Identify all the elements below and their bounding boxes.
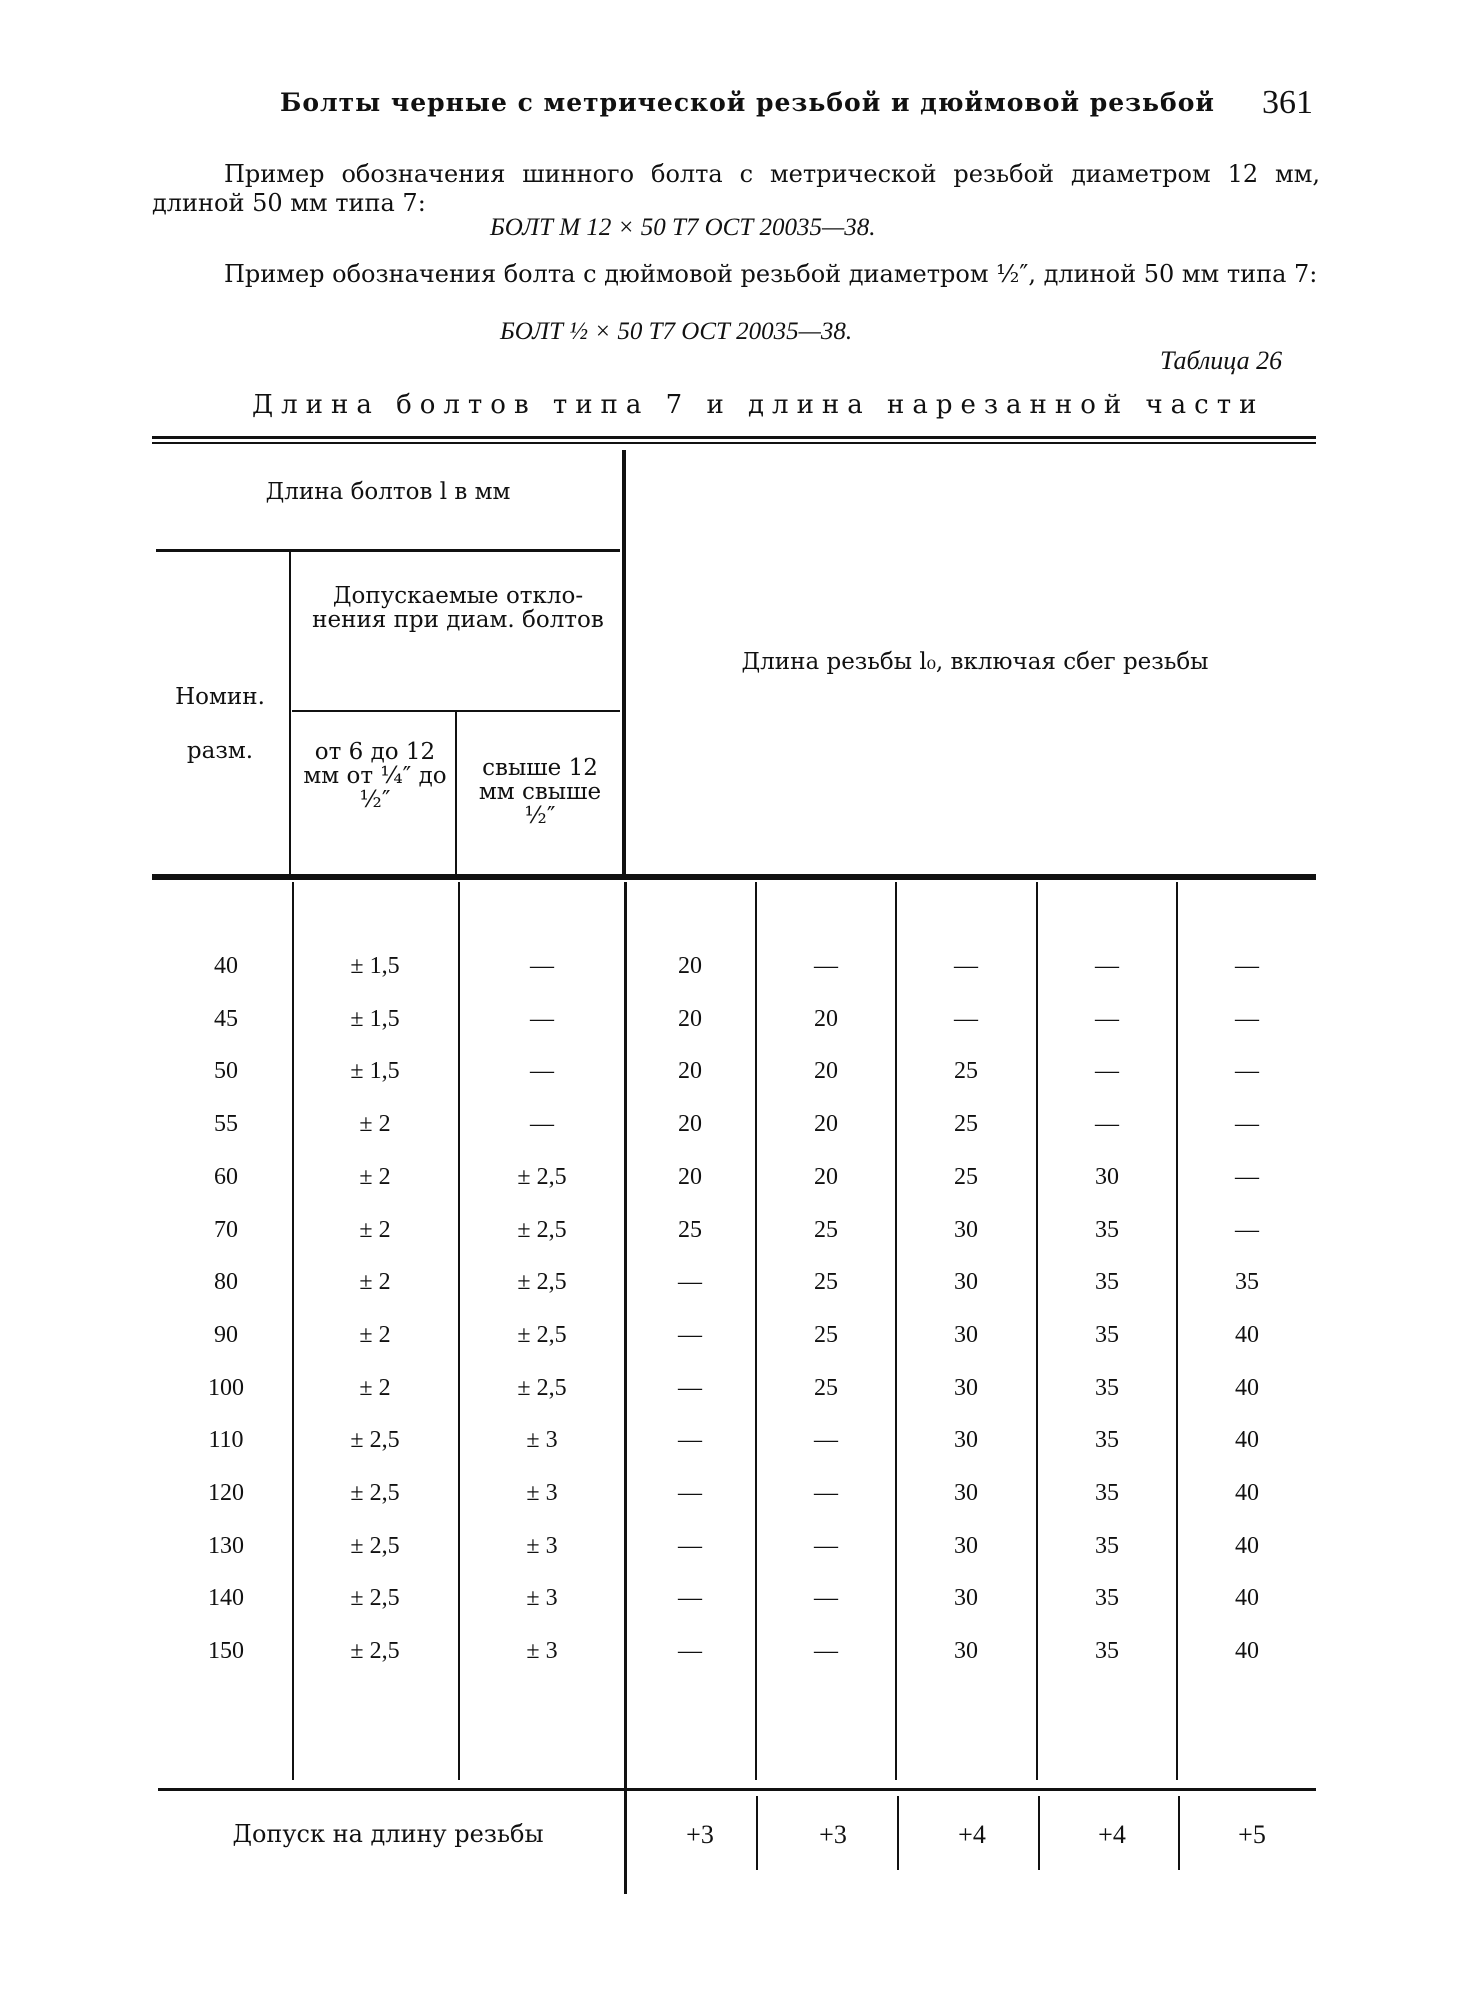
tolerance-small-cell: ± 1,5 [350, 1006, 400, 1032]
thread-length-cell: 35 [1095, 1533, 1119, 1559]
thread-length-cell: 30 [954, 1217, 978, 1243]
col-divider-4 [755, 882, 757, 1780]
tolerance-small-cell: ± 2 [359, 1111, 391, 1137]
thread-length-cell: 30 [954, 1480, 978, 1506]
thread-length-cell: — [678, 1322, 702, 1348]
header-divider-diam [455, 712, 457, 874]
tolerance-small-cell: ± 2 [359, 1217, 391, 1243]
tolerance-small-cell: ± 2 [359, 1322, 391, 1348]
footer-label: Допуск на длину резьбы [232, 1820, 544, 1848]
tolerance-large-cell: — [530, 1111, 554, 1137]
tolerance-large-cell: ± 3 [526, 1427, 558, 1453]
thread-length-cell: — [678, 1427, 702, 1453]
footer-divider-3 [1038, 1796, 1040, 1870]
thread-length-cell: 30 [954, 1427, 978, 1453]
thread-length-cell: 35 [1095, 1322, 1119, 1348]
thread-length-cell: 25 [814, 1217, 838, 1243]
thread-length-cell: — [678, 1585, 702, 1611]
tolerance-small-cell: ± 2,5 [350, 1427, 400, 1453]
nominal-length-cell: 45 [214, 1006, 238, 1032]
thread-length-cell: — [678, 1480, 702, 1506]
tolerance-value: +5 [1238, 1820, 1266, 1849]
header-bottom-rule [152, 874, 1316, 880]
nominal-length-cell: 110 [208, 1427, 244, 1453]
footer-divider-4 [1178, 1796, 1180, 1870]
table-label: Таблица 26 [1160, 346, 1283, 375]
nominal-length-cell: 140 [208, 1585, 244, 1611]
tolerance-large-cell: — [530, 1058, 554, 1084]
tolerance-small-cell: ± 2 [359, 1164, 391, 1190]
thread-length-cell: 35 [1095, 1638, 1119, 1664]
tolerance-small-cell: ± 2,5 [350, 1480, 400, 1506]
header-length-group: Длина болтов l в мм [265, 479, 511, 505]
tolerance-value: +4 [1098, 1820, 1126, 1849]
thread-length-cell: — [1235, 953, 1259, 979]
thread-length-cell: 20 [678, 1058, 702, 1084]
thread-length-cell: — [1235, 1006, 1259, 1032]
tolerance-large-cell: — [530, 953, 554, 979]
col-divider-main [624, 882, 627, 1894]
example-text-1: Пример обозначения шинного болта с метрической резьбой диаметром 12 мм, длиной 50 мм типа 7: [152, 160, 1320, 217]
thread-length-cell: — [814, 1533, 838, 1559]
nominal-length-cell: 40 [214, 953, 238, 979]
nominal-length-cell: 50 [214, 1058, 238, 1084]
thread-length-cell: 25 [954, 1111, 978, 1137]
tolerance-small-cell: ± 2,5 [350, 1638, 400, 1664]
thread-length-cell: 25 [954, 1164, 978, 1190]
thread-length-cell: — [1235, 1164, 1259, 1190]
thread-length-cell: 20 [814, 1164, 838, 1190]
nominal-length-cell: 100 [208, 1375, 244, 1401]
tolerance-small-cell: ± 2 [359, 1375, 391, 1401]
tolerance-value: +3 [819, 1820, 847, 1849]
col-divider-2 [458, 882, 460, 1780]
thread-length-cell: 20 [814, 1006, 838, 1032]
thread-length-cell: — [814, 1427, 838, 1453]
nominal-length-cell: 70 [214, 1217, 238, 1243]
table-title: Длина болтов типа 7 и длина нарезанной части [252, 390, 1265, 420]
tolerance-large-cell: ± 2,5 [517, 1217, 567, 1243]
thread-length-cell: 30 [954, 1638, 978, 1664]
nominal-length-cell: 150 [208, 1638, 244, 1664]
nominal-length-cell: 130 [208, 1533, 244, 1559]
header-divider-nominal [289, 552, 291, 874]
thread-length-cell: 35 [1095, 1269, 1119, 1295]
tolerance-large-cell: ± 3 [526, 1480, 558, 1506]
thread-length-cell: 40 [1235, 1533, 1259, 1559]
thread-length-cell: 20 [678, 1111, 702, 1137]
thread-length-cell: 40 [1235, 1480, 1259, 1506]
thread-length-cell: 25 [678, 1217, 702, 1243]
tolerance-small-cell: ± 2,5 [350, 1533, 400, 1559]
footer-rule [158, 1788, 1316, 1791]
thread-length-cell: 25 [954, 1058, 978, 1084]
tolerance-large-cell: ± 2,5 [517, 1322, 567, 1348]
running-title: Болты черные с метрической резьбой и дюймовой резьбой [280, 88, 1215, 117]
thread-length-cell: 40 [1235, 1585, 1259, 1611]
header-rule-length [156, 549, 620, 552]
col-divider-7 [1176, 882, 1178, 1780]
thread-length-cell: 20 [678, 1164, 702, 1190]
table-top-rule [152, 436, 1316, 439]
thread-length-cell: 30 [954, 1375, 978, 1401]
thread-length-cell: 20 [814, 1058, 838, 1084]
thread-length-cell: — [678, 1269, 702, 1295]
col-divider-6 [1036, 882, 1038, 1780]
thread-length-cell: — [1235, 1058, 1259, 1084]
thread-length-cell: — [814, 1585, 838, 1611]
tolerance-large-cell: ± 2,5 [517, 1164, 567, 1190]
thread-length-cell: — [1095, 1111, 1119, 1137]
header-col-large: свыше 12 мм свыше ½″ [478, 755, 602, 829]
thread-length-cell: 35 [1095, 1480, 1119, 1506]
thread-length-cell: 30 [954, 1533, 978, 1559]
thread-length-cell: 30 [954, 1322, 978, 1348]
tolerance-large-cell: ± 3 [526, 1638, 558, 1664]
thread-length-cell: 35 [1095, 1217, 1119, 1243]
thread-length-cell: — [1235, 1111, 1259, 1137]
table-top-rule-2 [152, 442, 1316, 444]
thread-length-cell: — [678, 1375, 702, 1401]
tolerance-small-cell: ± 1,5 [350, 953, 400, 979]
thread-length-cell: — [814, 1638, 838, 1664]
thread-length-cell: 35 [1235, 1269, 1259, 1295]
tolerance-large-cell: ± 2,5 [517, 1375, 567, 1401]
header-col-small: от 6 до 12 мм от ¼″ до ½″ [303, 739, 447, 813]
thread-length-cell: 20 [678, 1006, 702, 1032]
thread-length-cell: 35 [1095, 1585, 1119, 1611]
tolerance-small-cell: ± 1,5 [350, 1058, 400, 1084]
header-divider-main [622, 450, 626, 874]
example-formula-2: БОЛТ ½ × 50 Т7 ОСТ 20035—38. [500, 318, 853, 345]
thread-length-cell: 30 [1095, 1164, 1119, 1190]
thread-length-cell: — [1095, 1006, 1119, 1032]
example-text-2: Пример обозначения болта с дюймовой резьбой диаметром ½″, длиной 50 мм типа 7: [224, 260, 1318, 288]
example-formula-1: БОЛТ М 12 × 50 Т7 ОСТ 20035—38. [490, 214, 876, 241]
thread-length-cell: 40 [1235, 1322, 1259, 1348]
footer-divider-2 [897, 1796, 899, 1870]
nominal-length-cell: 60 [214, 1164, 238, 1190]
thread-length-cell: — [1095, 1058, 1119, 1084]
thread-length-cell: 20 [678, 953, 702, 979]
thread-length-cell: — [954, 1006, 978, 1032]
nominal-length-cell: 120 [208, 1480, 244, 1506]
thread-length-cell: 40 [1235, 1638, 1259, 1664]
thread-length-cell: 35 [1095, 1375, 1119, 1401]
tolerance-value: +3 [686, 1820, 714, 1849]
tolerance-large-cell: ± 2,5 [517, 1269, 567, 1295]
thread-length-cell: 25 [814, 1375, 838, 1401]
tolerance-value: +4 [958, 1820, 986, 1849]
header-thread-length: Длина резьбы l₀, включая сбег резьбы [741, 649, 1209, 675]
col-divider-1 [292, 882, 294, 1780]
thread-length-cell: — [678, 1638, 702, 1664]
thread-length-cell: 20 [814, 1111, 838, 1137]
thread-length-cell: — [814, 953, 838, 979]
thread-length-cell: 40 [1235, 1375, 1259, 1401]
thread-length-cell: — [954, 953, 978, 979]
thread-length-cell: — [1095, 953, 1119, 979]
thread-length-cell: 25 [814, 1322, 838, 1348]
thread-length-cell: — [1235, 1217, 1259, 1243]
tolerance-large-cell: — [530, 1006, 554, 1032]
page-number: 361 [1262, 84, 1313, 121]
header-tolerance-group: Допускаемые откло- нения при диам. болтов [312, 583, 604, 633]
nominal-length-cell: 55 [214, 1111, 238, 1137]
thread-length-cell: 40 [1235, 1427, 1259, 1453]
thread-length-cell: 25 [814, 1269, 838, 1295]
thread-length-cell: 30 [954, 1585, 978, 1611]
tolerance-small-cell: ± 2 [359, 1269, 391, 1295]
thread-length-cell: — [678, 1533, 702, 1559]
tolerance-large-cell: ± 3 [526, 1533, 558, 1559]
thread-length-cell: 35 [1095, 1427, 1119, 1453]
col-divider-5 [895, 882, 897, 1780]
nominal-length-cell: 80 [214, 1269, 238, 1295]
nominal-length-cell: 90 [214, 1322, 238, 1348]
header-nominal: Номин. разм. [175, 684, 265, 764]
thread-length-cell: 30 [954, 1269, 978, 1295]
tolerance-small-cell: ± 2,5 [350, 1585, 400, 1611]
tolerance-large-cell: ± 3 [526, 1585, 558, 1611]
thread-length-cell: — [814, 1480, 838, 1506]
